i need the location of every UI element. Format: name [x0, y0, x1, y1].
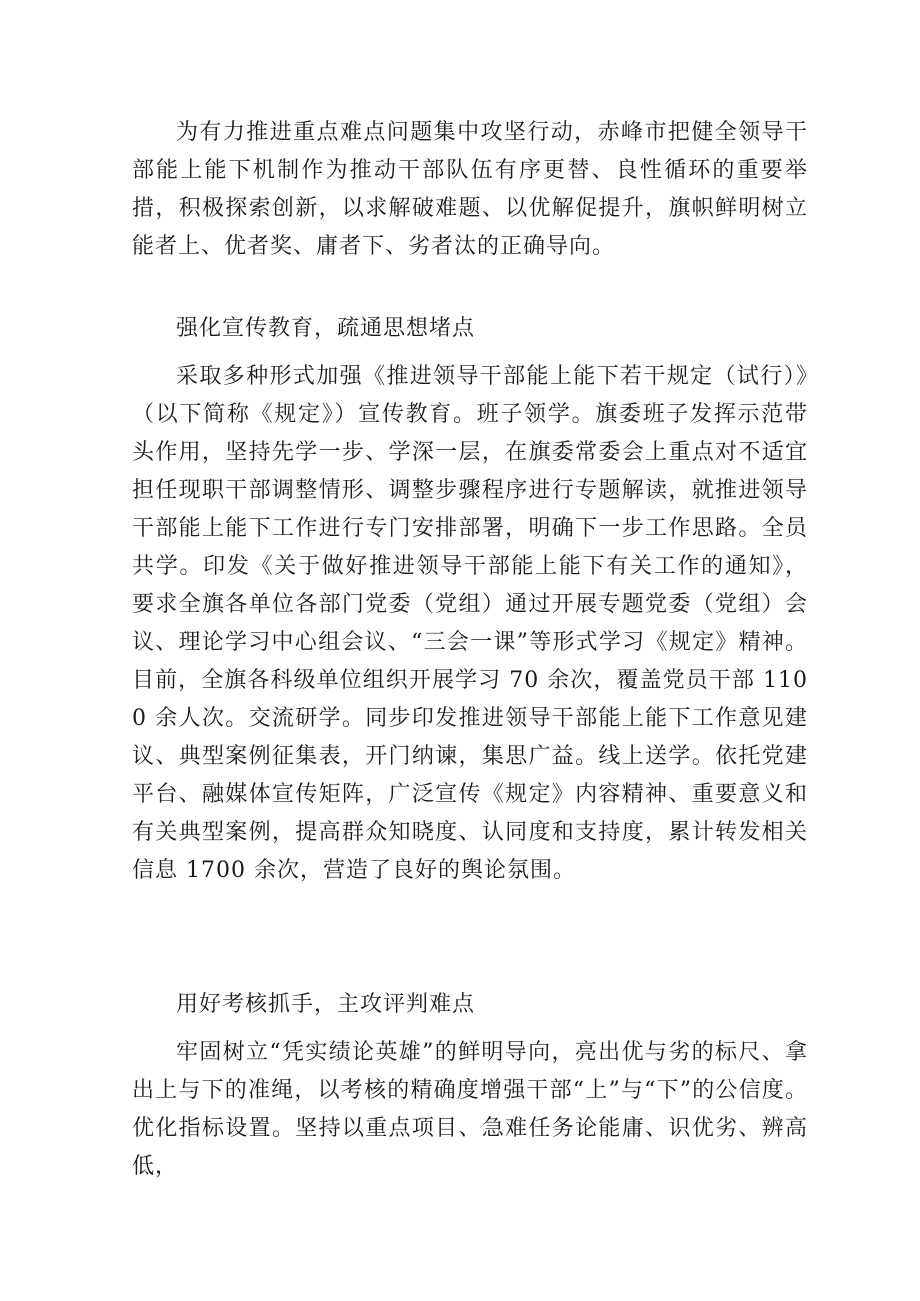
- body-paragraph-assessment: 牢固树立“凭实绩论英雄”的鲜明导向，亮出优与劣的标尺、拿出上与下的准绳，以考核的精确度增强干部“上”与“下”的公信度。优化指标设置。坚持以重点项目、急难任务论能庸、识优劣、辨高低，: [132, 1040, 808, 1179]
- body-paragraph-intro: 为有力推进重点难点问题集中攻坚行动，赤峰市把健全领导干部能上能下机制作为推动干部队伍有序更替、良性循环的重要举措，积极探索创新，以求解破难题、以优解促提升，旗帜鲜明树立能者上、优者奖、庸者下、劣者汰的正确导向。: [132, 120, 808, 259]
- section-heading-assessment: 用好考核抓手，主攻评判难点: [176, 992, 476, 1017]
- section-heading-publicity: 强化宣传教育，疏通思想堵点: [176, 316, 476, 341]
- body-paragraph-publicity: 采取多种形式加强《推进领导干部能上能下若干规定（试行）》（以下简称《规定》）宣传教育。班子领学。旗委班子发挥示范带头作用，坚持先学一步、学深一层，在旗委常委会上重点对不适宜担任现职干部调整情形、调整步骤程序进行专题解读，就推进领导干部能上能下工作进行专门安排部署，明确下一步工作思路。全员共学。印发《关于做好推进领导干部能上能下有关工作的通知》，要求全旗各单位各部门党委（党组）通过开展专题党委（党组）会议、理论学习中心组会议、“三会一课”等形式学习《规定》精神。目前，全旗各科级单位组织开展学习 70 余次，覆盖党员干部 1100 余人次。交流研学。同步印发推进领导干部能上能下工作意见建议、典型案例征集表，开门纳谏，集思广益。线上送学。依托党建平台、融媒体宣传矩阵，广泛宣传《规定》内容精神、重要意义和有关典型案例，提高群众知晓度、认同度和支持度，累计转发相关信息 1700 余次，营造了良好的舆论氛围。: [132, 364, 808, 883]
